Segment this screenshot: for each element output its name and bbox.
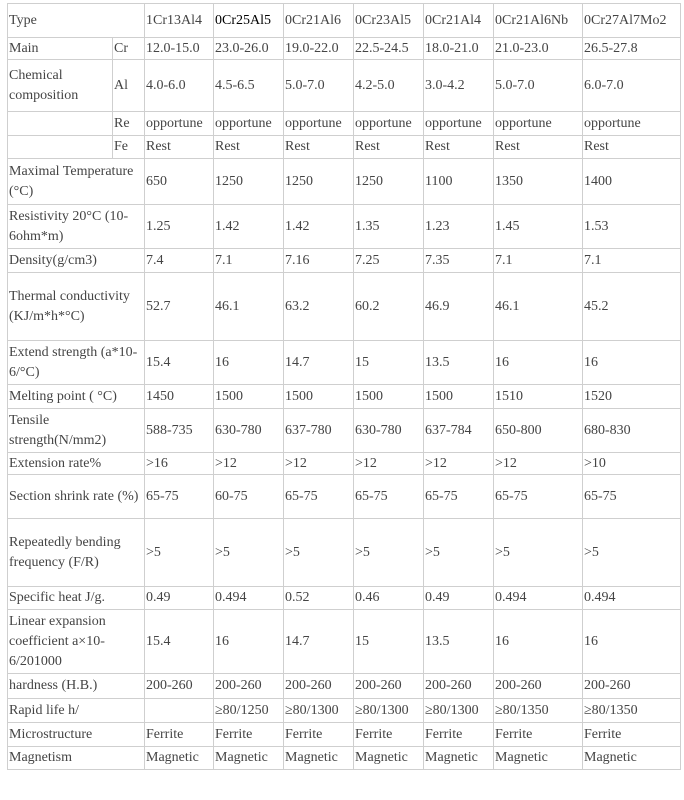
table-cell: 1.42 [214, 205, 284, 249]
main-label: Main [8, 38, 113, 60]
table-cell: 680-830 [583, 409, 681, 453]
property-label: hardness (H.B.) [8, 674, 145, 699]
table-cell: >12 [494, 453, 583, 475]
composition-row-al [8, 60, 681, 112]
table-cell: 0.494 [214, 587, 284, 610]
table-cell: 1.23 [424, 205, 494, 249]
header-column: 1Cr13Al4 [145, 4, 214, 38]
table-cell: ≥80/1300 [354, 699, 424, 723]
table-cell: 0.49 [424, 587, 494, 610]
property-row [8, 610, 681, 674]
property-row [8, 205, 681, 249]
properties-body [8, 159, 681, 770]
composition-row-cr [8, 38, 681, 60]
table-cell: 14.7 [284, 610, 354, 674]
table-cell: >5 [424, 519, 494, 587]
table-cell: 200-260 [494, 674, 583, 699]
table-cell: 46.1 [494, 273, 583, 341]
composition-row-fe [8, 136, 681, 159]
table-cell: 52.7 [145, 273, 214, 341]
table-cell: Ferrite [494, 723, 583, 747]
table-cell: >16 [145, 453, 214, 475]
property-label: Microstructure [8, 723, 145, 747]
header-column: 0Cr21Al4 [424, 4, 494, 38]
table-cell: 630-780 [354, 409, 424, 453]
table-cell: 4.0-6.0 [145, 60, 214, 112]
chemical-composition-label: Chemical composition [8, 60, 113, 112]
table-cell: 200-260 [284, 674, 354, 699]
property-label: Resistivity 20°C (10-6ohm*m) [8, 205, 145, 249]
table-cell: Magnetic [494, 747, 583, 770]
property-label: Magnetism [8, 747, 145, 770]
table-cell: 1.42 [284, 205, 354, 249]
table-cell: ≥80/1350 [583, 699, 681, 723]
property-label: Melting point ( °C) [8, 385, 145, 409]
element-label: Al [113, 60, 145, 112]
header-column: 0Cr25Al5 [214, 4, 284, 38]
table-cell: 14.7 [284, 341, 354, 385]
table-cell: 7.16 [284, 249, 354, 273]
table-cell: >12 [214, 453, 284, 475]
table-cell: 0.46 [354, 587, 424, 610]
property-row [8, 587, 681, 610]
table-cell: 1400 [583, 159, 681, 205]
table-cell: 1100 [424, 159, 494, 205]
property-row [8, 409, 681, 453]
table-cell: opportune [354, 112, 424, 136]
table-cell [145, 699, 214, 723]
header-column: 0Cr23Al5 [354, 4, 424, 38]
table-cell: >5 [583, 519, 681, 587]
table-cell: 1.25 [145, 205, 214, 249]
table-cell: 650-800 [494, 409, 583, 453]
table-cell: Ferrite [284, 723, 354, 747]
property-label: Linear expansion coefficient a×10-6/201000 [8, 610, 145, 674]
property-row [8, 453, 681, 475]
table-cell: 65-75 [354, 475, 424, 519]
table-cell: 12.0-15.0 [145, 38, 214, 60]
empty-cell [8, 112, 113, 136]
table-cell: 1250 [214, 159, 284, 205]
table-cell: Magnetic [583, 747, 681, 770]
table-cell: 1.53 [583, 205, 681, 249]
table-cell: 200-260 [354, 674, 424, 699]
table-cell: 16 [214, 610, 284, 674]
table-cell: 60-75 [214, 475, 284, 519]
table-cell: 630-780 [214, 409, 284, 453]
table-cell: Ferrite [145, 723, 214, 747]
table-cell: Rest [284, 136, 354, 159]
table-cell: 46.9 [424, 273, 494, 341]
table-cell: 15.4 [145, 341, 214, 385]
table-cell: 26.5-27.8 [583, 38, 681, 60]
property-label: Extension rate% [8, 453, 145, 475]
table-cell: 0.494 [494, 587, 583, 610]
table-cell: 1.45 [494, 205, 583, 249]
table-cell: 7.4 [145, 249, 214, 273]
table-cell: 16 [214, 341, 284, 385]
property-label: Extend strength (a*10-6/°C) [8, 341, 145, 385]
table-cell: opportune [494, 112, 583, 136]
table-cell: 21.0-23.0 [494, 38, 583, 60]
table-cell: 65-75 [583, 475, 681, 519]
table-cell: 65-75 [494, 475, 583, 519]
table-cell: Ferrite [424, 723, 494, 747]
property-label: Tensile strength(N/mm2) [8, 409, 145, 453]
table-cell: 45.2 [583, 273, 681, 341]
table-cell: 13.5 [424, 341, 494, 385]
property-label: Density(g/cm3) [8, 249, 145, 273]
table-cell: 13.5 [424, 610, 494, 674]
table-cell: Magnetic [354, 747, 424, 770]
table-cell: 46.1 [214, 273, 284, 341]
table-cell: >5 [354, 519, 424, 587]
property-label: Rapid life h/ [8, 699, 145, 723]
table-cell: 7.1 [583, 249, 681, 273]
table-cell: opportune [583, 112, 681, 136]
table-cell: 65-75 [145, 475, 214, 519]
table-cell: Ferrite [354, 723, 424, 747]
composition-row-re [8, 112, 681, 136]
header-column: 0Cr21Al6 [284, 4, 354, 38]
table-cell: 0.49 [145, 587, 214, 610]
table-cell: 637-780 [284, 409, 354, 453]
table-cell: 0.52 [284, 587, 354, 610]
table-cell: 7.35 [424, 249, 494, 273]
element-label: Re [113, 112, 145, 136]
table-cell: 15 [354, 610, 424, 674]
table-cell: >5 [284, 519, 354, 587]
table-cell: 200-260 [145, 674, 214, 699]
property-row [8, 723, 681, 747]
table-cell: 650 [145, 159, 214, 205]
property-row [8, 159, 681, 205]
table-cell: Rest [424, 136, 494, 159]
table-cell: 588-735 [145, 409, 214, 453]
table-cell: Magnetic [284, 747, 354, 770]
table-cell: >5 [214, 519, 284, 587]
table-cell: 7.1 [494, 249, 583, 273]
table-cell: 19.0-22.0 [284, 38, 354, 60]
table-cell: opportune [284, 112, 354, 136]
element-label: Fe [113, 136, 145, 159]
table-cell: 5.0-7.0 [494, 60, 583, 112]
table-cell: Magnetic [424, 747, 494, 770]
table-cell: >12 [354, 453, 424, 475]
table-cell: 1500 [284, 385, 354, 409]
table-cell: opportune [145, 112, 214, 136]
table-cell: 200-260 [583, 674, 681, 699]
property-label: Maximal Temperature (°C) [8, 159, 145, 205]
table-cell: 15.4 [145, 610, 214, 674]
table-cell: 1510 [494, 385, 583, 409]
table-cell: Rest [354, 136, 424, 159]
property-row [8, 674, 681, 699]
table-cell: 16 [494, 610, 583, 674]
property-label: Repeatedly bending frequency (F/R) [8, 519, 145, 587]
header-label: Type [8, 4, 145, 38]
table-cell: 22.5-24.5 [354, 38, 424, 60]
table-cell: opportune [214, 112, 284, 136]
property-row [8, 273, 681, 341]
table-cell: 15 [354, 341, 424, 385]
header-row [8, 4, 681, 38]
table-cell: 1250 [354, 159, 424, 205]
table-cell: ≥80/1300 [424, 699, 494, 723]
table-cell: ≥80/1300 [284, 699, 354, 723]
table-cell: 63.2 [284, 273, 354, 341]
table-cell: opportune [424, 112, 494, 136]
alloy-spec-table [7, 3, 681, 770]
table-cell: 1.35 [354, 205, 424, 249]
table-cell: 200-260 [214, 674, 284, 699]
table-cell: 1250 [284, 159, 354, 205]
table-cell: >10 [583, 453, 681, 475]
table-cell: 16 [494, 341, 583, 385]
table-cell: 60.2 [354, 273, 424, 341]
header-column: 0Cr27Al7Mo2 [583, 4, 681, 38]
table-cell: 6.0-7.0 [583, 60, 681, 112]
property-row [8, 249, 681, 273]
table-cell: 637-784 [424, 409, 494, 453]
table-cell: 200-260 [424, 674, 494, 699]
table-cell: Magnetic [145, 747, 214, 770]
table-cell: 16 [583, 341, 681, 385]
table-cell: Rest [583, 136, 681, 159]
table-cell: ≥80/1250 [214, 699, 284, 723]
table-cell: 16 [583, 610, 681, 674]
table-cell: 4.2-5.0 [354, 60, 424, 112]
table-cell: ≥80/1350 [494, 699, 583, 723]
table-cell: Magnetic [214, 747, 284, 770]
table-cell: 4.5-6.5 [214, 60, 284, 112]
table-cell: 7.25 [354, 249, 424, 273]
table-cell: Rest [494, 136, 583, 159]
element-label: Cr [113, 38, 145, 60]
table-cell: Rest [145, 136, 214, 159]
property-label: Section shrink rate (%) [8, 475, 145, 519]
table-cell: 1350 [494, 159, 583, 205]
table-cell: 1500 [424, 385, 494, 409]
table-cell: >5 [494, 519, 583, 587]
table-cell: 18.0-21.0 [424, 38, 494, 60]
table-cell: 0.494 [583, 587, 681, 610]
table-cell: 23.0-26.0 [214, 38, 284, 60]
property-row [8, 519, 681, 587]
property-row [8, 385, 681, 409]
property-row [8, 747, 681, 770]
table-cell: 1500 [214, 385, 284, 409]
table-cell: 1520 [583, 385, 681, 409]
table-cell: >5 [145, 519, 214, 587]
table-cell: Rest [214, 136, 284, 159]
header-column: 0Cr21Al6Nb [494, 4, 583, 38]
property-label: Specific heat J/g. [8, 587, 145, 610]
table-cell: 1450 [145, 385, 214, 409]
table-cell: >12 [424, 453, 494, 475]
property-row [8, 475, 681, 519]
property-row [8, 341, 681, 385]
empty-cell [8, 136, 113, 159]
table-cell: Ferrite [583, 723, 681, 747]
table-cell: 5.0-7.0 [284, 60, 354, 112]
table-cell: >12 [284, 453, 354, 475]
property-row [8, 699, 681, 723]
table-cell: 65-75 [424, 475, 494, 519]
table-cell: 65-75 [284, 475, 354, 519]
table-cell: 1500 [354, 385, 424, 409]
table-cell: Ferrite [214, 723, 284, 747]
property-label: Thermal conductivity (KJ/m*h*°C) [8, 273, 145, 341]
table-cell: 7.1 [214, 249, 284, 273]
table-cell: 3.0-4.2 [424, 60, 494, 112]
